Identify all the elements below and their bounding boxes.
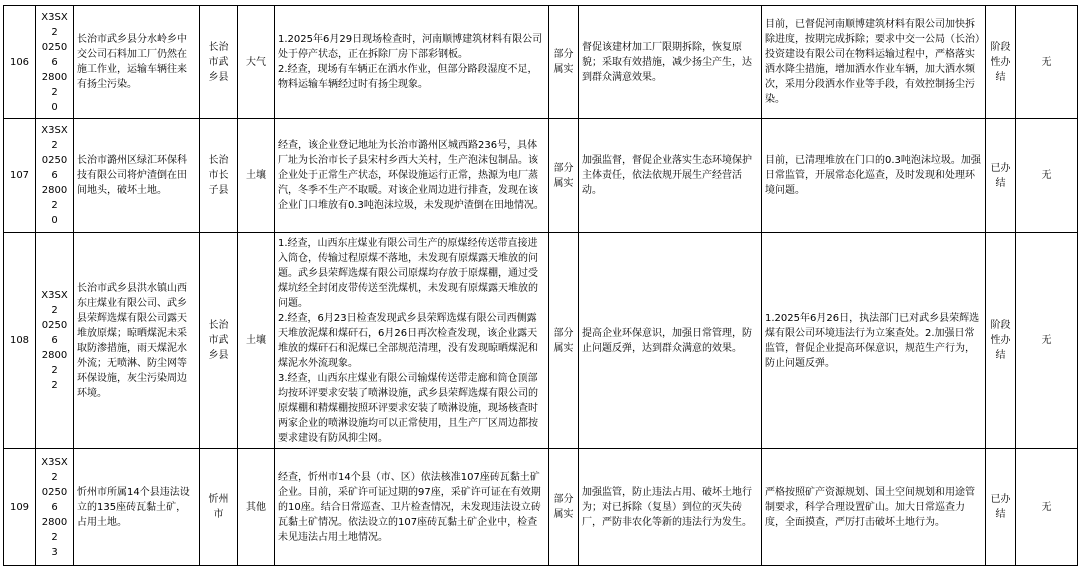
verification-line: 属实 — [553, 342, 574, 354]
verification-line: 属实 — [553, 177, 574, 189]
case-code-line: X3SX2 — [41, 125, 68, 151]
case-code-line: X3SX2 — [41, 290, 68, 316]
reported-issue-text: 长治市潞州区绿汇环保科技有限公司将炉渣倒在田间地头，破坏土地。 — [77, 155, 187, 196]
reported-issue — [74, 449, 200, 566]
table-row — [4, 449, 1078, 566]
accountability-note — [1016, 6, 1078, 119]
verification-line: 属实 — [553, 64, 574, 75]
area-line: 市长 — [208, 170, 229, 181]
completion-status — [986, 449, 1016, 566]
case-code — [36, 119, 74, 233]
status-line: 已办 — [990, 494, 1011, 505]
reported-issue-text: 忻州市所属14个县违法设立的135座砖瓦黏土矿，占用土地。 — [77, 486, 190, 528]
accountability-note-text: 无 — [1041, 56, 1052, 68]
administrative-area — [200, 449, 238, 566]
investigation-result — [275, 449, 549, 566]
rectification-progress-text: 目前，已清理堆放在门口的0.3吨泡沫垃圾。加强日常监管，开展常态化巡查，及时发现和处理环境问题。 — [765, 155, 981, 196]
case-code-line: 28002 — [41, 185, 68, 211]
row-number — [4, 119, 36, 233]
pollution-type-text: 其他 — [246, 501, 266, 513]
reported-issue — [74, 233, 200, 449]
case-code-line: 02506 — [41, 320, 68, 346]
pollution-type — [238, 449, 275, 566]
investigation-paragraph: 2.经查，现场有车辆正在洒水作业，但部分路段湿度不足，物料运输车辆经过时有扬尘现象。 — [278, 64, 538, 90]
pollution-type-text: 土壤 — [246, 335, 266, 346]
case-code-line: 0 — [51, 101, 58, 113]
accountability-note-text: 无 — [1041, 170, 1052, 181]
completion-status — [986, 6, 1016, 119]
investigation-paragraph: 经查，忻州市14个县（市、区）依法核准107座砖瓦黏土矿企业。目前，采矿许可证过期的97座，采矿许可证在有效期的10座。结合日常巡查、卫片检查情况，未发现违法设立砖瓦黏土矿情况。依法设立的107座砖瓦黏土矿企业中，检查未见违法占用土地情况。 — [278, 471, 541, 543]
status-line: 结 — [995, 509, 1006, 520]
pollution-type — [238, 119, 275, 233]
petition-table — [3, 5, 1078, 566]
area-line: 乡县 — [208, 71, 229, 83]
case-code-line: 0 — [51, 215, 58, 226]
verification-line: 部分 — [553, 49, 574, 60]
row-number — [4, 233, 36, 449]
reported-issue-text: 长治市武乡县分水岭乡中交公司石料加工厂仍然在施工作业，运输车辆往来有扬尘污染。 — [77, 34, 187, 90]
investigation-result — [275, 233, 549, 449]
status-line: 结 — [995, 177, 1006, 189]
area-line: 长治 — [208, 320, 229, 331]
case-code-line: 02506 — [41, 486, 68, 513]
status-line: 阶段 — [990, 320, 1011, 331]
rectification-progress-text: 目前，已督促河南顺博建筑材料有限公司加快拆除进度，按期完成拆除；要求中交一公局（长治）投资建设有限公司在物料运输过程中，严格落实洒水降尘措施，增加洒水作业车辆，加大洒水频次，采用分段洒水作业等手段，有效控制扬尘污染。 — [765, 19, 980, 105]
row-number — [4, 6, 36, 119]
status-line: 性办 — [990, 335, 1011, 346]
case-code-line: 02506 — [41, 155, 68, 181]
investigation-paragraph: 经查，该企业登记地址为长治市潞州区城西路236号，具体厂址为长治市长子县宋村乡西大关村，生产泡沫包制品。该企业处于正常生产状态，环保设施运行正常，热源为电厂蒸汽，冬季不生产不取暖。对该企业周边进行排查，发现在该企业门口堆放有0.3吨泡沫垃圾，未发现炉渣倒在田地情况。 — [278, 140, 544, 211]
area-line: 市武 — [208, 335, 229, 346]
handling-measure-text: 督促该建材加工厂限期拆除，恢复原貌；采取有效措施，减少扬尘产生，达到群众满意效果。 — [582, 41, 752, 83]
verification-status — [549, 449, 579, 566]
rectification-progress-text: 1.2025年6月26日，执法部门已对武乡县荣辉选煤有限公司环境违法行为立案查处。2.加强日常监管，督促企业提高环保意识，规范生产行为，防止问题反弹。 — [765, 312, 980, 369]
area-line: 子县 — [208, 185, 229, 196]
handling-measure — [579, 119, 762, 233]
accountability-note — [1016, 449, 1078, 566]
handling-measure-text: 加强监督，督促企业落实生态环境保护主体责任，依法依规开展生产经营活动。 — [582, 155, 752, 196]
status-line: 已办 — [990, 162, 1011, 174]
case-code-line: 2 — [51, 380, 58, 391]
reported-issue — [74, 119, 200, 233]
administrative-area — [200, 233, 238, 449]
rectification-progress — [762, 449, 986, 566]
handling-measure — [579, 449, 762, 566]
investigation-result — [275, 6, 549, 119]
handling-measure-text: 加强监管，防止违法占用、破坏土地行为；对已拆除（复垦）到位的灭失砖厂，严防非农化等新的违法行为发生。 — [582, 486, 752, 528]
rectification-progress — [762, 6, 986, 119]
table-body — [4, 6, 1078, 566]
reported-issue-text: 长治市武乡县洪水镇山西东庄煤业有限公司、武乡县荣辉选煤有限公司露天堆放原煤；晾晒煤泥未采取防渗措施，雨天煤泥水外流；无喷淋、防尘网等环保设施，灰尘污染周边环境。 — [77, 282, 187, 399]
pollution-type — [238, 6, 275, 119]
verification-line: 部分 — [553, 162, 574, 174]
verification-line: 属实 — [553, 509, 574, 520]
case-code-line: 28002 — [41, 350, 68, 376]
case-code-line: X3SX2 — [41, 456, 68, 483]
row-number — [4, 449, 36, 566]
row-number-text: 106 — [9, 56, 30, 68]
case-code — [36, 449, 74, 566]
pollution-type-text: 土壤 — [246, 170, 266, 181]
accountability-note-text: 无 — [1041, 501, 1052, 513]
row-number-text: 107 — [9, 170, 30, 181]
accountability-note — [1016, 119, 1078, 233]
investigation-result — [275, 119, 549, 233]
investigation-paragraph: 1.2025年6月29日现场检查时，河南顺博建筑材料有限公司处于停产状态，正在拆除厂房下部彩钢板。 — [278, 34, 543, 60]
verification-line: 部分 — [553, 327, 574, 339]
completion-status — [986, 233, 1016, 449]
completion-status — [986, 119, 1016, 233]
status-line: 阶段 — [990, 41, 1011, 53]
rectification-progress-text: 严格按照矿产资源规划、国土空间规划和用途管制要求，科学合理设置矿山。加大日常巡查力度，全面摸查，严厉打击破坏土地行为。 — [765, 486, 975, 528]
pollution-type-text: 大气 — [246, 56, 266, 68]
area-line: 长治 — [208, 41, 229, 53]
handling-measure — [579, 233, 762, 449]
table-row — [4, 119, 1078, 233]
case-code — [36, 6, 74, 119]
status-line: 结 — [995, 71, 1006, 83]
reported-issue — [74, 6, 200, 119]
row-number-text: 108 — [9, 335, 30, 346]
verification-status — [549, 233, 579, 449]
accountability-note — [1016, 233, 1078, 449]
pollution-type — [238, 233, 275, 449]
status-line: 结 — [995, 350, 1006, 361]
accountability-note-text: 无 — [1041, 335, 1052, 346]
row-number-text: 109 — [9, 501, 30, 513]
investigation-paragraph: 3.经查，山西东庄煤业有限公司输煤传送带走廊和筒仓顶部均按环评要求安装了喷淋设施，武乡县荣辉选煤有限公司的原煤棚和精煤棚按照环评要求安装了喷淋设施，现场核查时两家企业的喷淋设施均可以正常使用，且生产厂区周边都按要求建设有防风抑尘网。 — [278, 372, 538, 444]
administrative-area — [200, 119, 238, 233]
rectification-progress — [762, 233, 986, 449]
verification-line: 部分 — [553, 494, 574, 505]
investigation-paragraph: 2.经查，6月23日检查发现武乡县荣辉选煤有限公司西侧露天堆放泥煤和煤矸石，6月26日再次检查发现，该企业露天堆放的煤矸石和泥煤已全部规范清理，没有发现晾晒煤泥和煤泥水外流现象。 — [278, 312, 538, 369]
verification-status — [549, 119, 579, 233]
area-line: 乡县 — [208, 350, 229, 361]
case-code-line: 3 — [51, 546, 58, 558]
handling-measure-text: 提高企业环保意识，加强日常管理，防止问题反弹，达到群众满意的效果。 — [582, 327, 752, 354]
administrative-area — [200, 6, 238, 119]
verification-status — [549, 6, 579, 119]
case-code-line: X3SX2 — [41, 11, 68, 38]
case-code-line: 28002 — [41, 71, 68, 98]
case-code — [36, 233, 74, 449]
rectification-progress — [762, 119, 986, 233]
case-code-line: 02506 — [41, 41, 68, 68]
area-line: 市武 — [208, 56, 229, 68]
area-line: 长治 — [208, 155, 229, 166]
area-line: 忻州 — [208, 494, 229, 505]
table-row — [4, 233, 1078, 449]
investigation-paragraph: 1.经查，山西东庄煤业有限公司生产的原煤经传送带直接进入筒仓，传输过程原煤不落地，未发现有原煤露天堆放的问题。武乡县荣辉选煤有限公司原煤均存放于原煤棚，通过受煤坑经全封闭皮带传送至洗煤机，未发现有原煤露天堆放的问题。 — [278, 237, 538, 309]
table-row — [4, 6, 1078, 119]
case-code-line: 28002 — [41, 516, 68, 543]
status-line: 性办 — [990, 56, 1011, 68]
area-line: 市 — [213, 509, 224, 520]
handling-measure — [579, 6, 762, 119]
